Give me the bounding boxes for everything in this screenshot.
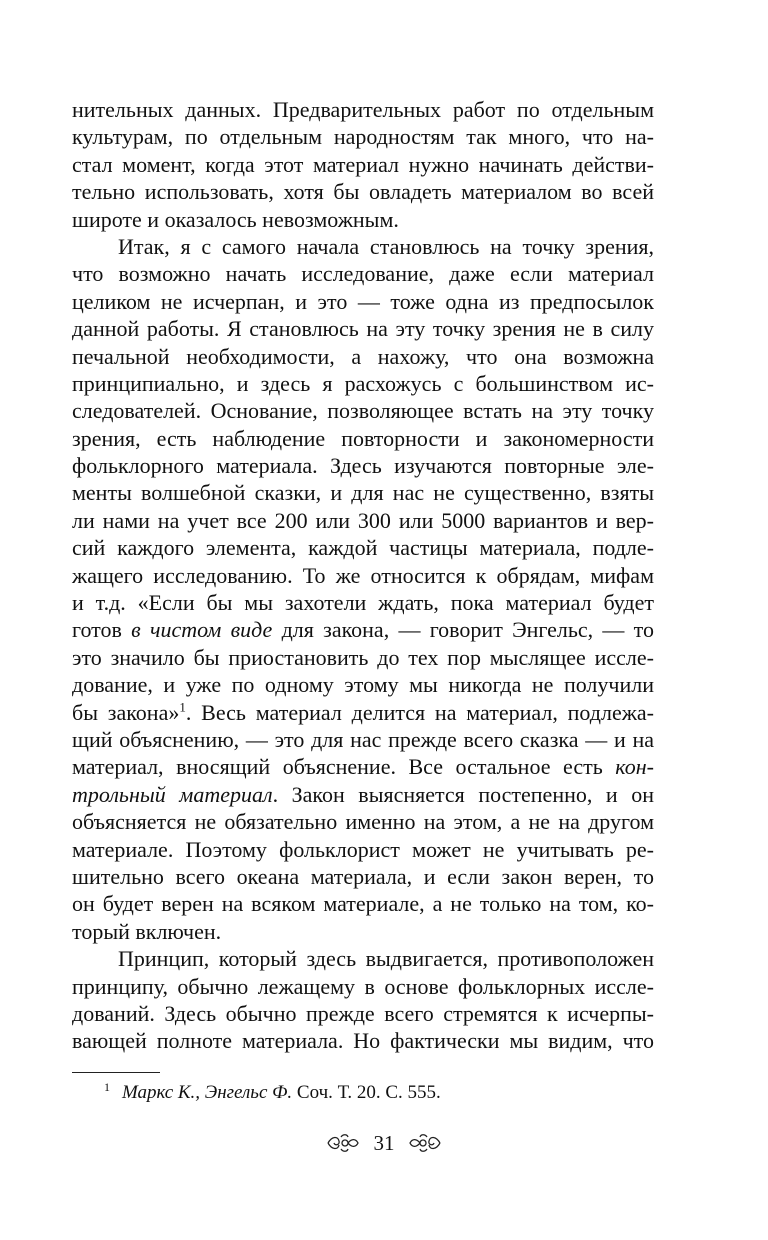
text-line — [72, 699, 654, 726]
text-line: Принцип, который здесь выдвигается, противоположен — [118, 946, 654, 972]
text-line: печальной необходимости, а нахожу, что она возможна — [72, 343, 654, 369]
text-line: принципу, обычно лежащему в основе фольклорных иссле- — [72, 973, 654, 999]
text-line: щий объяснению, — это для нас прежде всего сказка — и на — [72, 726, 654, 752]
text-run: . Закон выясняется постепенно, и он — [272, 781, 654, 807]
text-run: . Весь материал делится на материал, подлежа- — [185, 699, 654, 725]
text-line: жащего исследованию. То же относится к обрядам, мифам — [72, 562, 654, 588]
footnote-mark: 1 — [104, 1079, 110, 1094]
italic-phrase: в чистом виде — [131, 617, 273, 643]
text-run: материал, вносящий объяснение. Все остальное есть — [72, 754, 616, 780]
text-line: широте и оказалось невозможным. — [72, 206, 399, 232]
text-line: дований. Здесь обычно прежде всего стремятся к исчерпы- — [72, 1000, 654, 1026]
text-run: готов — [72, 617, 132, 643]
footnote-reference[interactable]: 1 — [179, 699, 186, 715]
text-line: менты волшебной сказки, и для нас не существенно, взяты — [72, 480, 654, 506]
text-line: это значило бы приостановить до тех пор мыслящее иссле- — [72, 644, 654, 670]
text-line: тельно использовать, хотя бы овладеть материалом во всей — [72, 179, 654, 205]
text-line: торый включен. — [72, 918, 222, 944]
text-line — [72, 753, 654, 780]
page-body — [72, 96, 654, 1055]
text-run: для закона, — говорит Энгельс, — то — [272, 617, 654, 643]
text-line: культурам, по отдельным народностям так много, что на- — [72, 124, 654, 150]
text-line: что возможно начать исследование, даже если материал — [72, 261, 654, 287]
text-line: вающей полноте материала. Но фактически мы видим, что — [72, 1028, 654, 1054]
text-line: шительно всего океана материала, и если закон верен, то — [72, 863, 654, 889]
footnote-authors: Маркс К., Энгельс Ф. — [122, 1082, 293, 1103]
text-line: стал момент, когда этот материал нужно начинать действи- — [72, 151, 654, 177]
footnote — [104, 1079, 441, 1104]
text-line: следователей. Основание, позволяющее встать на эту точку — [72, 398, 654, 424]
floral-ornament-icon — [408, 1132, 442, 1154]
footnote-source: Соч. Т. 20. С. 555. — [292, 1082, 441, 1103]
text-line: целиком не исчерпан, и это — тоже одна из предпосылок — [72, 288, 654, 314]
text-line: фольклорного материала. Здесь изучаются повторные эле- — [72, 453, 654, 479]
text-line: Итак, я с самого начала становлюсь на точку зрения, — [118, 233, 654, 259]
text-line — [72, 781, 654, 808]
italic-phrase: трольный материал — [72, 781, 273, 807]
page-number: 31 — [373, 1131, 395, 1156]
text-line: он будет верен на всяком материале, а не только на том, ко- — [72, 891, 654, 917]
text-line: и т.д. «Если бы мы захотели ждать, пока материал будет — [72, 590, 654, 616]
page-footer — [0, 1128, 768, 1156]
text-line: ли нами на учет все 200 или 300 или 5000 вариантов и вер- — [72, 507, 654, 533]
text-line: зрения, есть наблюдение повторности и закономерности — [72, 425, 654, 451]
text-line: нительных данных. Предварительных работ по отдельным — [72, 97, 654, 122]
text-run: бы закона» — [72, 699, 180, 725]
text-line: материале. Поэтому фольклорист может не учитывать ре- — [72, 836, 654, 862]
text-line: дование, и уже по одному этому мы никогда не получили — [72, 672, 654, 698]
italic-phrase: кон- — [615, 754, 654, 780]
footnote-separator — [72, 1072, 160, 1073]
text-line — [72, 616, 654, 643]
text-line: принципиально, и здесь я расхожусь с большинством ис- — [72, 370, 654, 396]
floral-ornament-icon — [326, 1132, 360, 1154]
text-line: данной работы. Я становлюсь на эту точку зрения не в силу — [72, 316, 654, 342]
text-line: объясняется не обязательно именно на этом, а не на другом — [72, 809, 654, 835]
text-line: сий каждого элемента, каждой частицы материала, подле- — [72, 535, 654, 561]
